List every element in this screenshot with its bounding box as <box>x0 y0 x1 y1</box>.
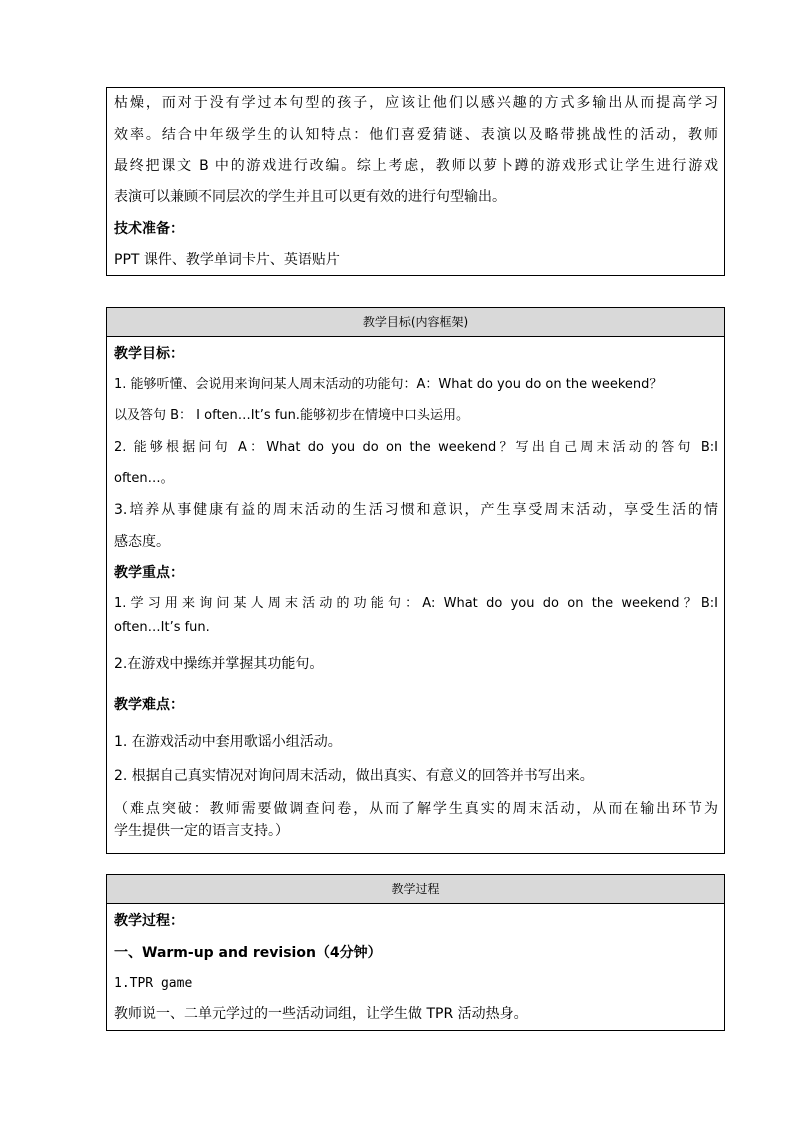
goal-1-line-1: 1. 能够听懂、会说用来询问某人周末活动的功能句：A：What do you do on the weekend？ <box>114 377 663 392</box>
goals-heading: 教学目标： <box>114 346 184 362</box>
step-1-item-1-description: 教师说一、二单元学过的一些活动词组，让学生做 TPR 活动热身。 <box>114 1006 528 1022</box>
goal-3-line-1: 3.培养从事健康有益的周末活动的生活习惯和意识，产生享受周末活动，享受生活的情 <box>114 502 718 518</box>
rationale-line-4: 表演可以兼顾不同层次的学生并且可以更有效的进行句型输出。 <box>114 189 506 205</box>
goal-2-line-2: often…。 <box>114 471 174 486</box>
tech-prep-content: PPT 课件、教学单词卡片、英语贴片 <box>114 252 340 268</box>
key-points-heading: 教学重点： <box>114 565 184 581</box>
rationale-box <box>106 87 725 276</box>
difficult-point-1: 1. 在游戏活动中套用歌谣小组活动。 <box>114 734 342 750</box>
rationale-line-3: 最终把课文 B 中的游戏进行改编。综上考虑，教师以萝卜蹲的游戏形式让学生进行游戏 <box>114 158 718 174</box>
rationale-line-1: 枯燥，而对于没有学过本句型的孩子，应该让他们以感兴趣的方式多输出从而提高学习 <box>114 95 718 111</box>
rationale-line-2: 效率。结合中年级学生的认知特点：他们喜爱猜谜、表演以及略带挑战性的活动，教师 <box>114 127 718 143</box>
tech-prep-heading: 技术准备： <box>114 221 184 237</box>
breakthrough-note-line-1: （难点突破：教师需要做调查问卷，从而了解学生真实的周末活动，从而在输出环节为 <box>114 801 718 817</box>
process-header: 教学过程 <box>107 875 724 904</box>
objectives-header: 教学目标(内容框架) <box>107 308 724 337</box>
process-heading: 教学过程： <box>114 913 184 929</box>
process-box <box>106 874 725 1031</box>
key-point-2: 2.在游戏中操练并掌握其功能句。 <box>114 656 324 672</box>
key-point-1-line-1: 1.学习用来询问某人周末活动的功能句：A: What do you do on the weekend？B:I <box>114 596 718 611</box>
difficult-points-heading: 教学难点： <box>114 697 184 713</box>
breakthrough-note-line-2: 学生提供一定的语言支持。） <box>114 823 289 839</box>
step-1-heading: 一、Warm-up and revision（4分钟） <box>114 945 382 961</box>
goal-1-line-2: 以及答句 B： I often…It’s fun.能够初步在情境中口头运用。 <box>114 408 469 423</box>
step-1-item-1: 1.TPR game <box>114 976 193 991</box>
goal-2-line-1: 2. 能够根据问句 A：What do you do on the weekend？写出自己周末活动的答句 B:I <box>114 440 718 455</box>
difficult-point-2: 2. 根据自己真实情况对询问周末活动，做出真实、有意义的回答并书写出来。 <box>114 768 594 784</box>
objectives-box <box>106 307 725 854</box>
key-point-1-line-2: often…It’s fun. <box>114 620 210 635</box>
goal-3-line-2: 感态度。 <box>114 534 170 550</box>
